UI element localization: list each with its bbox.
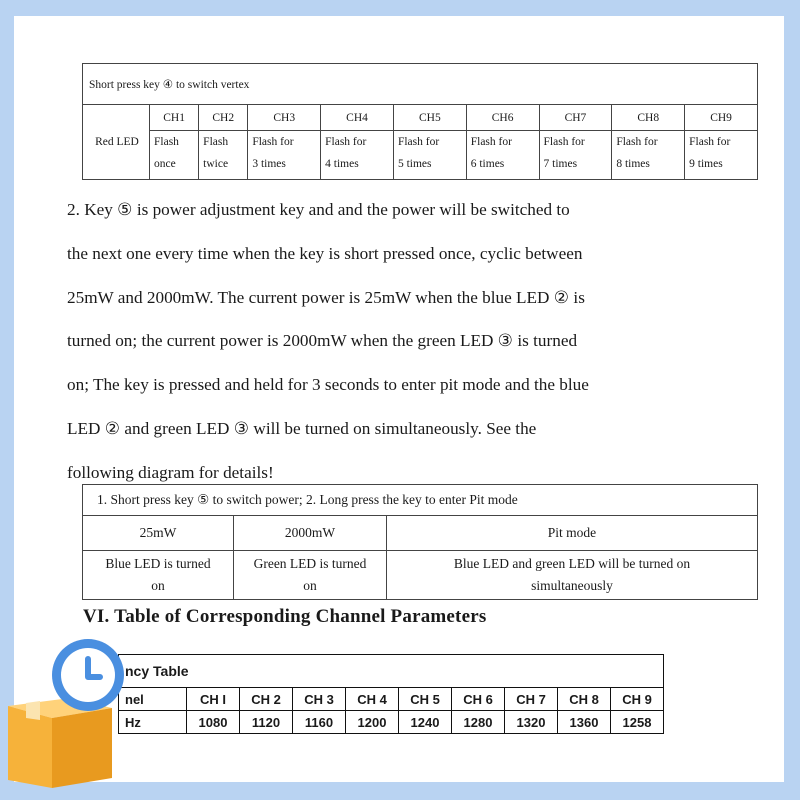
paragraph-line: following diagram for details! [67, 462, 274, 482]
frequency-table [118, 654, 664, 734]
power-header: 2000mW [234, 516, 387, 551]
vertex-channel: CH1 [150, 105, 199, 131]
paragraph-line: the next one every time when the key is short pressed once, cyclic between [67, 243, 583, 263]
power-desc: Green LED is turned on [234, 551, 387, 600]
power-desc: Blue LED and green LED will be turned on simultaneously [387, 551, 758, 600]
vertex-desc: Flash once [150, 131, 199, 180]
frequency-value: 1240 [399, 711, 452, 734]
frequency-value: 1200 [346, 711, 399, 734]
vertex-table-caption: Short press key ④ to switch vertex [83, 64, 758, 105]
vertex-desc: Flash for 7 times [539, 131, 612, 180]
frequency-channel: CH 9 [611, 688, 664, 711]
frequency-row-label: nel [119, 688, 187, 711]
frequency-channel: CH 8 [558, 688, 611, 711]
vertex-table [82, 63, 758, 180]
vertex-channel: CH8 [612, 105, 685, 131]
frequency-channel: CH 4 [346, 688, 399, 711]
vertex-channel: CH5 [393, 105, 466, 131]
power-header: Pit mode [387, 516, 758, 551]
vertex-channel: CH3 [248, 105, 321, 131]
frequency-value: 1360 [558, 711, 611, 734]
vertex-desc: Flash for 9 times [685, 131, 758, 180]
frequency-value: 1120 [240, 711, 293, 734]
clock-icon [50, 637, 126, 713]
vertex-channel: CH2 [199, 105, 248, 131]
frequency-value: 1320 [505, 711, 558, 734]
paragraph-line: turned on; the current power is 2000mW when the green LED ③ is turned [67, 331, 578, 351]
vertex-row-label: Red LED [83, 105, 150, 180]
power-header: 25mW [83, 516, 234, 551]
vertex-channel: CH6 [466, 105, 539, 131]
frequency-row-label: Hz [119, 711, 187, 734]
paragraph-line: 2. Key ⑤ is power adjustment key and and the power will be switched to [67, 200, 570, 219]
frequency-channel: CH 7 [505, 688, 558, 711]
vertex-desc: Flash twice [199, 131, 248, 180]
vertex-desc: Flash for 3 times [248, 131, 321, 180]
document-page [14, 16, 784, 782]
frequency-value: 1258 [611, 711, 664, 734]
section-heading: VI. Table of Corresponding Channel Parameters [83, 606, 487, 627]
frequency-channel: CH 5 [399, 688, 452, 711]
frequency-value: 1080 [187, 711, 240, 734]
frequency-value: 1280 [452, 711, 505, 734]
power-table [82, 484, 758, 600]
vertex-channel: CH7 [539, 105, 612, 131]
paragraph-line: on; The key is pressed and held for 3 seconds to enter pit mode and the blue [67, 375, 589, 395]
power-table-caption: 1. Short press key ⑤ to switch power; 2. Long press the key to enter Pit mode [83, 485, 758, 516]
power-key-paragraph [67, 188, 667, 495]
vertex-desc: Flash for 8 times [612, 131, 685, 180]
frequency-channel: CH 6 [452, 688, 505, 711]
vertex-channel: CH4 [321, 105, 394, 131]
vertex-channel: CH9 [685, 105, 758, 131]
frequency-channel: CH I [187, 688, 240, 711]
vertex-desc: Flash for 6 times [466, 131, 539, 180]
paragraph-line: LED ② and green LED ③ will be turned on simultaneously. See the [67, 418, 537, 438]
frequency-channel: CH 2 [240, 688, 293, 711]
frequency-value: 1160 [293, 711, 346, 734]
vertex-desc: Flash for 4 times [321, 131, 394, 180]
paragraph-line: 25mW and 2000mW. The current power is 25mW when the blue LED ② is [67, 287, 585, 307]
power-desc: Blue LED is turned on [83, 551, 234, 600]
vertex-desc: Flash for 5 times [393, 131, 466, 180]
frequency-channel: CH 3 [293, 688, 346, 711]
frequency-table-title: ncy Table [119, 655, 664, 688]
